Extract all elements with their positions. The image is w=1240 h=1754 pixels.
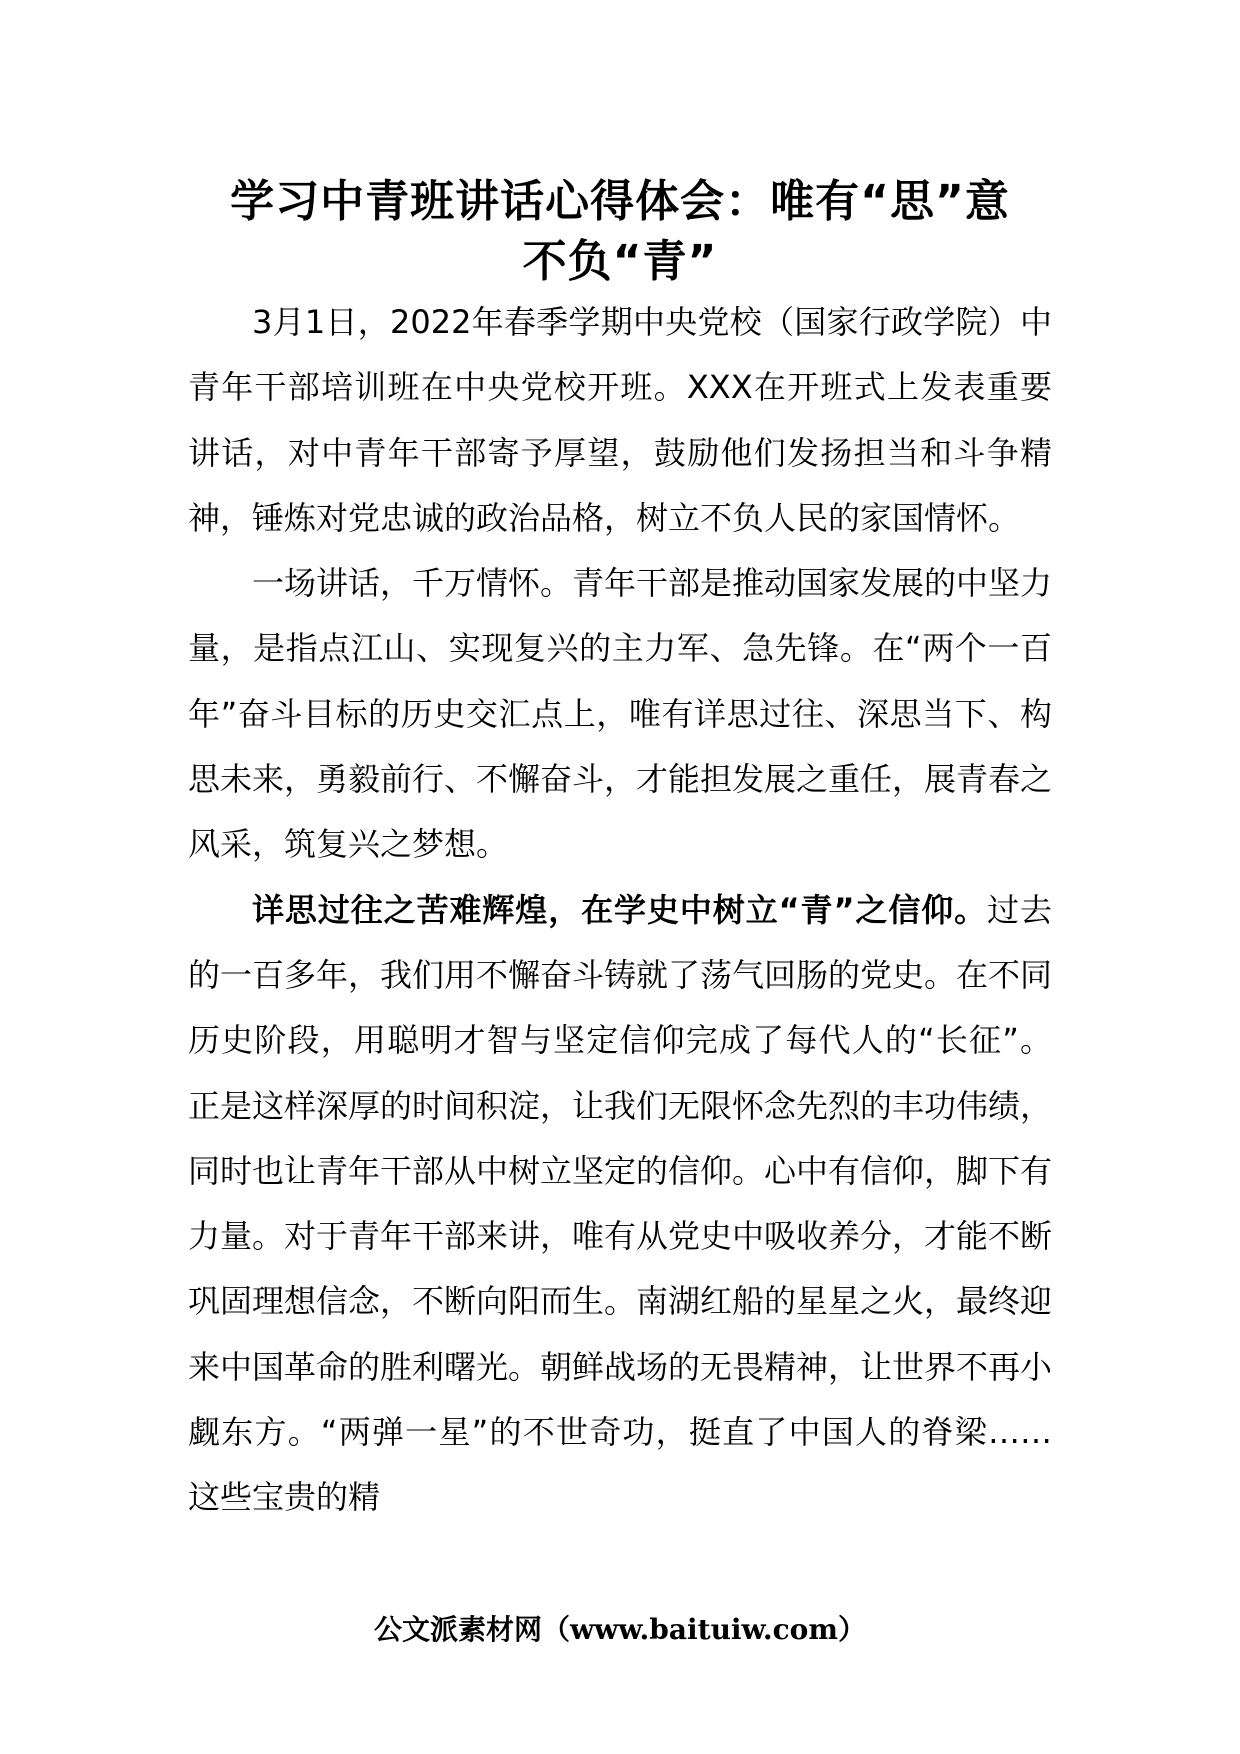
paragraph-2 xyxy=(188,551,1052,877)
document-title-line1: 学习中青班讲话心得体会：唯有“思”意 xyxy=(230,176,1010,227)
paragraph-3-lead: 详思过往之苦难辉煌，在学史中树立“青”之信仰。 xyxy=(252,890,988,929)
paragraph-1-text: 3月1日，2022年春季学期中央党校（国家行政学院）中青年干部培训班在中央党校开班。XXX在开班式上发表重要讲话，对中青年干部寄予厚望，鼓励他们发扬担当和斗争精神，锤炼对党忠诚的政治品格，树立不负人民的家国情怀。 xyxy=(188,303,1052,537)
document-body xyxy=(188,290,1052,1531)
paragraph-3-text: 过去的一百多年，我们用不懈奋斗铸就了荡气回肠的党史。在不同历史阶段，用聪明才智与坚定信仰完成了每代人的“长征”。正是这样深厚的时间积淀，让我们无限怀念先烈的丰功伟绩，同时也让青年干部从中树立坚定的信仰。心中有信仰，脚下有力量。对于青年干部来讲，唯有从党史中吸收养分，才能不断巩固理想信念，不断向阳而生。南湖红船的星星之火，最终迎来中国革命的胜利曙光。朝鲜战场的无畏精神，让世界不再小觑东方。“两弹一星”的不世奇功，挺直了中国人的脊梁……这些宝贵的精 xyxy=(188,890,1053,1517)
footer-source: 公文派素材网（www.baituiw.com） xyxy=(374,1613,866,1646)
document-title-line2: 不负“青” xyxy=(522,236,718,287)
paragraph-1 xyxy=(188,290,1052,551)
paragraph-2-text: 一场讲话，千万情怀。青年干部是推动国家发展的中坚力量，是指点江山、实现复兴的主力军、急先锋。在“两个一百年”奋斗目标的历史交汇点上，唯有详思过往、深思当下、构思未来，勇毅前行、不懈奋斗，才能担发展之重任，展青春之风采，筑复兴之梦想。 xyxy=(188,564,1053,864)
paragraph-3 xyxy=(188,878,1052,1531)
